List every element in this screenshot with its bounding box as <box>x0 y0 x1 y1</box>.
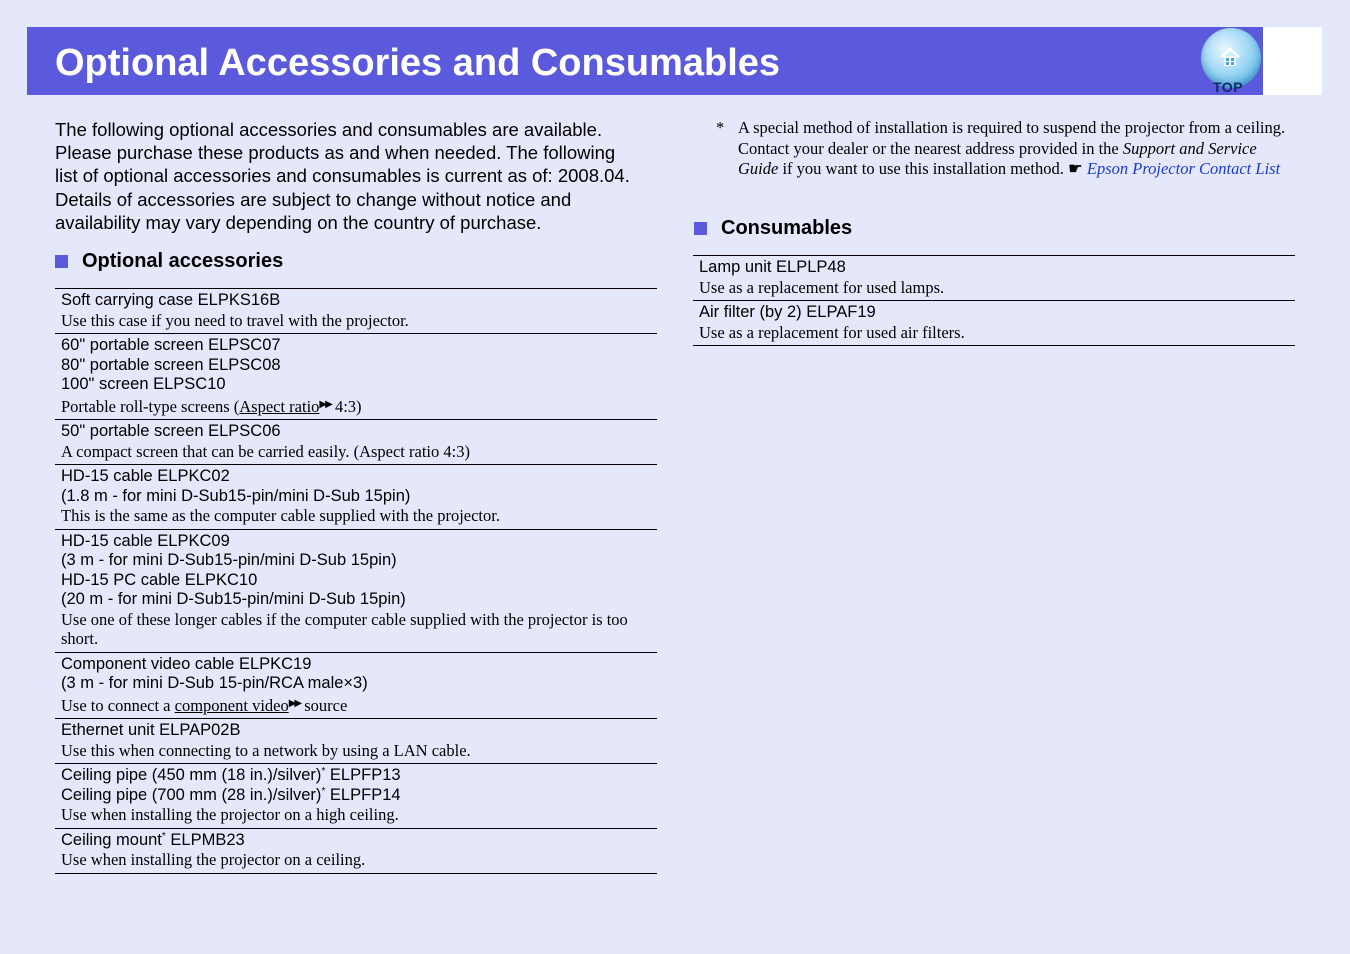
footnote-marker: * <box>321 766 326 777</box>
item-desc: Use as a replacement for used lamps. <box>699 277 945 297</box>
intro-line: Please purchase these products as and when needed. The following <box>55 142 616 164</box>
table-row <box>55 829 657 874</box>
table-row <box>693 301 1295 346</box>
name-text: Ceiling pipe (450 mm (18 in.)/silver) <box>61 766 322 784</box>
item-name: Component video cable ELPKC19 <box>61 654 312 673</box>
item-name: (20 m - for mini D-Sub15-pin/mini D-Sub 15pin) <box>61 590 406 608</box>
item-desc: This is the same as the computer cable supplied with the projector. <box>61 506 500 525</box>
item-name: (1.8 m - for mini D-Sub15-pin/mini D-Sub 15pin) <box>61 486 411 505</box>
footnote <box>716 118 1301 180</box>
item-name: Soft carrying case ELPKS16B <box>61 291 281 309</box>
table-row <box>55 289 657 334</box>
name-text: ELPFP13 <box>325 766 401 784</box>
desc-text: 4:3) <box>330 396 362 416</box>
top-button[interactable] <box>1199 28 1263 94</box>
table-row <box>55 530 657 653</box>
optional-accessories-table <box>55 288 657 874</box>
consumables-table <box>693 255 1295 346</box>
component-video-link[interactable]: component video <box>174 695 289 715</box>
item-name: 50" portable screen ELPSC06 <box>61 422 281 440</box>
desc-text: source <box>300 695 348 715</box>
item-desc: Use as a replacement for used air filters. <box>699 322 965 342</box>
item-name: HD-15 cable ELPKC02 <box>61 467 230 485</box>
heading-text: Consumables <box>721 217 853 239</box>
item-desc <box>61 395 651 417</box>
aspect-ratio-link[interactable]: Aspect ratio <box>239 396 320 416</box>
name-text: ELPFP14 <box>325 785 401 804</box>
intro-line: availability may vary depending on the country of purchase. <box>55 211 542 233</box>
consumables-heading <box>694 217 852 240</box>
item-name <box>61 786 651 806</box>
item-desc: A compact screen that can be carried easily. (Aspect ratio 4:3) <box>61 441 470 461</box>
table-row <box>55 764 657 829</box>
note-text: A special method of installation is required to suspend the projector from a ceiling. Contact your dealer or the nearest address provided in the <box>738 118 1286 158</box>
pointing-hand-icon: ☛ <box>1067 159 1083 178</box>
intro-line: list of optional accessories and consumables is current as of: 2008.04. <box>55 165 630 187</box>
page-title: Optional Accessories and Consumables <box>55 42 781 84</box>
bullet-square-icon <box>694 222 707 235</box>
item-name <box>61 766 651 786</box>
guide-title: Support and Service Guide <box>738 138 1257 178</box>
intro-line: The following optional accessories and consumables are available. <box>55 119 603 140</box>
desc-text: Portable roll-type screens ( <box>61 396 240 416</box>
heading-text: Optional accessories <box>82 250 284 272</box>
glossary-arrow-icon: ▶▶ <box>319 398 331 410</box>
item-name: 100" screen ELPSC10 <box>61 375 226 393</box>
table-row <box>55 719 657 764</box>
item-name: (3 m - for mini D-Sub 15-pin/RCA male×3) <box>61 674 368 692</box>
item-desc: Use one of these longer cables if the computer cable supplied with the projector is too short. <box>61 609 628 648</box>
item-name: Lamp unit ELPLP48 <box>699 258 846 276</box>
footnote-marker: * <box>161 830 166 842</box>
item-desc: Use this case if you need to travel with the projector. <box>61 310 409 330</box>
footnote-text <box>738 118 1301 180</box>
note-text: if you want to use this installation method. <box>778 159 1068 178</box>
item-name: 60" portable screen ELPSC07 <box>61 336 281 354</box>
table-row <box>55 420 657 465</box>
item-desc: Use this when connecting to a network by using a LAN cable. <box>61 740 471 760</box>
table-row <box>55 653 657 720</box>
name-text: Ceiling pipe (700 mm (28 in.)/silver) <box>61 785 322 804</box>
table-row <box>55 465 657 530</box>
optional-accessories-heading <box>55 250 283 273</box>
title-bar-end <box>1263 27 1322 95</box>
title-bar <box>27 27 1263 95</box>
item-name: Air filter (by 2) ELPAF19 <box>699 303 876 321</box>
bullet-square-icon <box>55 255 68 268</box>
item-desc: Use when installing the projector on a ceiling. <box>61 850 366 869</box>
name-text: Ceiling mount <box>61 830 162 849</box>
name-text: ELPMB23 <box>165 830 245 849</box>
glossary-arrow-icon: ▶▶ <box>288 697 301 709</box>
top-label: TOP <box>1213 79 1244 95</box>
item-name: 80" portable screen ELPSC08 <box>61 355 281 374</box>
footnote-marker: * <box>321 785 326 797</box>
intro-line: Details of accessories are subject to change without notice and <box>55 188 572 210</box>
intro-paragraph <box>55 118 655 234</box>
item-name <box>61 831 651 851</box>
desc-text: Use to connect a <box>61 695 175 715</box>
footnote-star: * <box>716 118 725 137</box>
item-name: (3 m - for mini D-Sub15-pin/mini D-Sub 15pin) <box>61 551 397 569</box>
table-row <box>55 334 657 420</box>
item-desc: Use when installing the projector on a high ceiling. <box>61 805 399 824</box>
epson-contact-link[interactable]: Epson Projector Contact List <box>1086 159 1281 178</box>
item-name: HD-15 cable ELPKC09 <box>61 531 230 550</box>
home-icon <box>1219 46 1241 68</box>
item-name: HD-15 PC cable ELPKC10 <box>61 570 258 589</box>
table-row <box>693 256 1295 301</box>
item-desc <box>61 694 651 716</box>
item-name: Ethernet unit ELPAP02B <box>61 721 241 739</box>
